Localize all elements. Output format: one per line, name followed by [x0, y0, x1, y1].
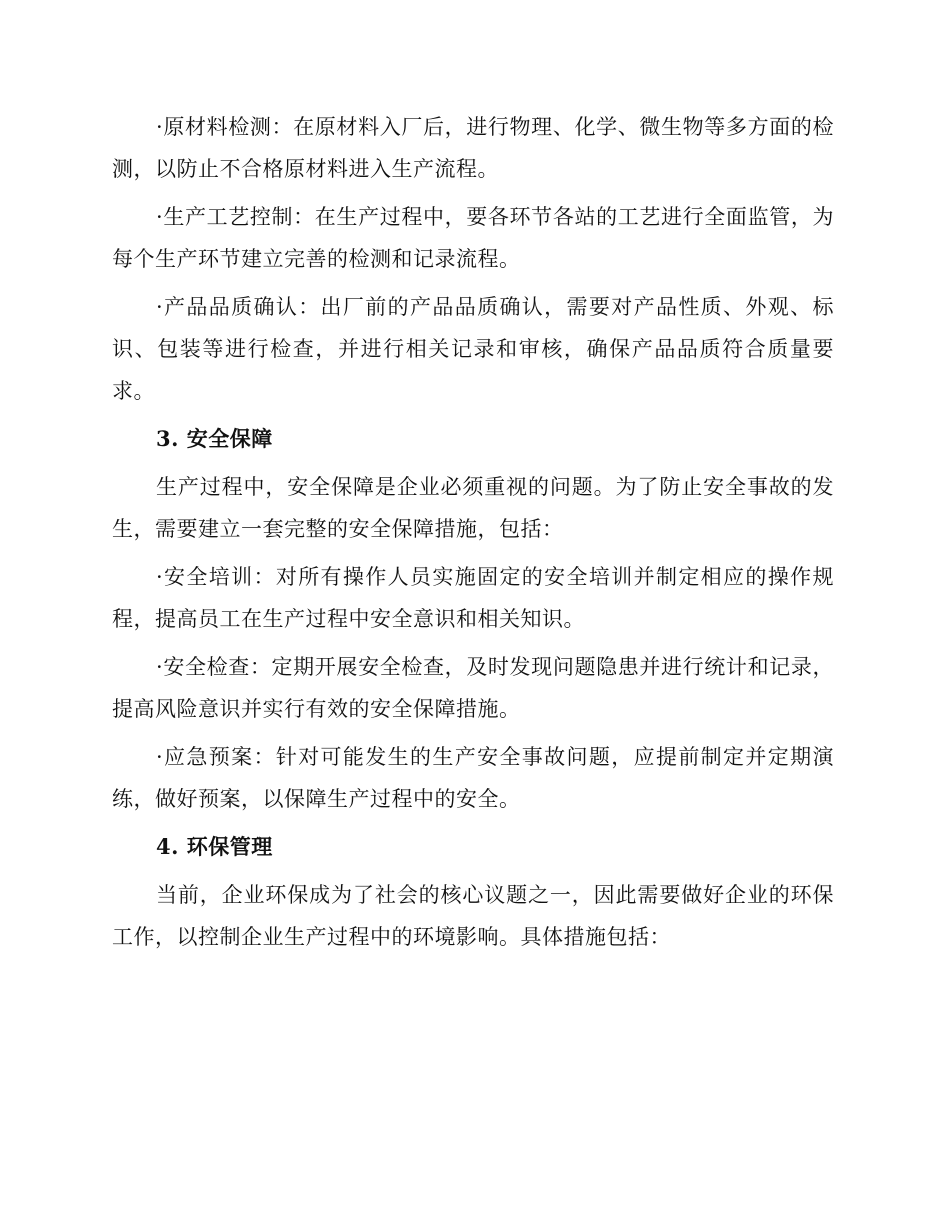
paragraph-safety-intro: 生产过程中，安全保障是企业必须重视的问题。为了防止安全事故的发生，需要建立一套完整的安全保障措施，包括：	[112, 475, 834, 541]
document-body	[112, 106, 834, 964]
paragraph-environmental-intro: 当前，企业环保成为了社会的核心议题之一，因此需要做好企业的环保工作，以控制企业生产过程中的环境影响。具体措施包括：	[112, 883, 834, 949]
paragraph-emergency-plan: ·应急预案：针对可能发生的生产安全事故问题，应提前制定并定期演练，做好预案，以保障生产过程中的安全。	[112, 745, 834, 811]
section-heading-safety: 3. 安全保障	[156, 426, 273, 451]
paragraph-raw-material-inspection: ·原材料检测：在原材料入厂后，进行物理、化学、微生物等多方面的检测，以防止不合格原材料进入生产流程。	[112, 115, 834, 181]
paragraph-safety-inspection: ·安全检查：定期开展安全检查，及时发现问题隐患并进行统计和记录，提高风险意识并实行有效的安全保障措施。	[112, 655, 834, 721]
paragraph-safety-training: ·安全培训：对所有操作人员实施固定的安全培训并制定相应的操作规程，提高员工在生产过程中安全意识和相关知识。	[112, 565, 834, 631]
paragraph-quality-confirmation: ·产品品质确认：出厂前的产品品质确认，需要对产品性质、外观、标识、包装等进行检查，并进行相关记录和审核，确保产品品质符合质量要求。	[112, 295, 834, 403]
paragraph-process-control: ·生产工艺控制：在生产过程中，要各环节各站的工艺进行全面监管，为每个生产环节建立完善的检测和记录流程。	[112, 205, 834, 271]
section-heading-environmental: 4. 环保管理	[156, 834, 273, 859]
